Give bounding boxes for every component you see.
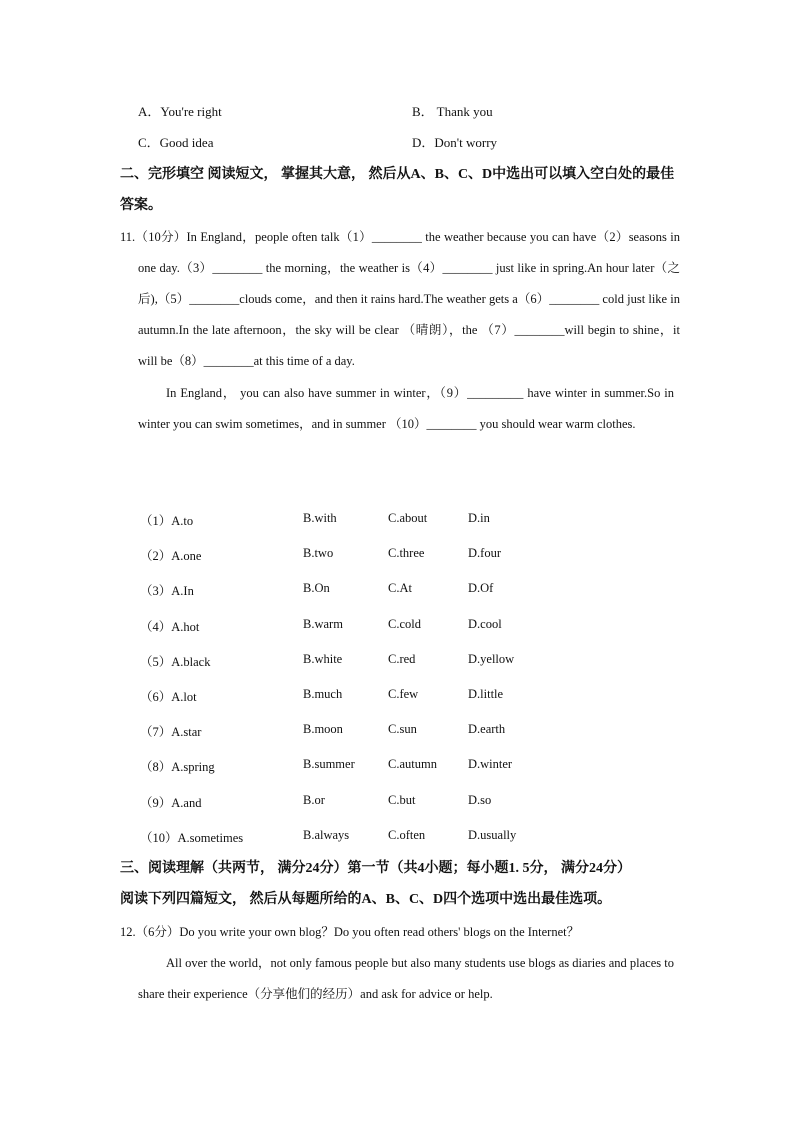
option-b: B.summer	[303, 757, 355, 772]
option-row	[0, 546, 794, 566]
option-row	[0, 793, 794, 813]
option-d: D.in	[468, 511, 490, 525]
option-c: C.few	[388, 687, 419, 701]
option-row	[0, 828, 794, 848]
option-row	[0, 652, 794, 672]
prev-option-c: C．Good idea	[138, 135, 214, 150]
option-number-a: （3）A.In	[140, 584, 194, 599]
question-12-paragraph: All over the world，not only famous people but also many students use blogs as diaries and places to share their experience（分享他们的经历）and ask for advice or help.	[138, 956, 674, 1001]
option-row	[0, 722, 794, 742]
option-row	[0, 687, 794, 707]
option-number-a: （2）A.one	[140, 549, 202, 564]
option-d: D.usually	[468, 827, 517, 842]
option-number-a: （8）A.spring	[140, 760, 215, 775]
option-c: C.three	[388, 546, 425, 561]
option-b: B.with	[303, 511, 337, 525]
section-2-heading: 二、完形填空 阅读短文， 掌握其大意， 然后从A、B、C、D中选出可以填入空白处的最佳答案。	[120, 167, 675, 213]
option-d: D.yellow	[468, 651, 515, 666]
option-b: B.On	[303, 581, 330, 596]
option-number-a: （6）A.lot	[140, 690, 197, 704]
option-c: C.sun	[388, 722, 417, 737]
option-number-a: （4）A.hot	[140, 619, 200, 634]
option-d: D.four	[468, 546, 501, 561]
option-number-a: （10）A.sometimes	[140, 830, 244, 845]
section-3-heading-1: 三、阅读理解（共两节， 满分24分）第一节（共4小题；每小题1. 5分， 满分24分）	[120, 861, 631, 876]
option-b: B.much	[303, 687, 343, 701]
option-c: C.about	[388, 511, 428, 525]
option-number-a: （9）A.and	[140, 795, 202, 810]
option-b: B.always	[303, 827, 350, 842]
option-c: C.often	[388, 827, 426, 842]
option-b: B.or	[303, 792, 325, 807]
option-c: C.autumn	[388, 757, 437, 772]
option-c: C.cold	[388, 616, 421, 631]
prev-option-d: D．Don't worry	[412, 135, 498, 150]
option-c: C.red	[388, 651, 416, 666]
option-row	[0, 581, 794, 601]
question-11-paragraph-2: In England， you can also have summer in winter，（9）_________ have winter in summer.So in winter you can swim sometimes，and in summer （10）________ you should wear warm clothes.	[138, 386, 674, 431]
option-b: B.two	[303, 546, 334, 561]
option-row	[0, 617, 794, 637]
option-d: D.so	[468, 792, 492, 807]
option-d: D.Of	[468, 581, 494, 596]
option-row	[0, 757, 794, 777]
question-12-prompt: 12.（6分）Do you write your own blog？Do you often read others' blogs on the Internet？	[120, 925, 580, 939]
option-c: C.At	[388, 581, 412, 596]
option-number-a: （5）A.black	[140, 654, 211, 669]
option-d: D.cool	[468, 616, 502, 631]
q11-para1-text: 11.（10分）In England，people often talk（1）________ the weather because you can have（2）seasons in one day.（3）________ the morning，the weather is（4）________ just like in spring.An hour later（之后),（5）________clouds come，and then it rains hard.The weather gets a（6）________ cold just like in autumn.In the late afternoon，the sky will be clear （晴朗），the （7）________will begin to shine，it will be（8）________at this time of a day.	[120, 230, 680, 368]
prev-option-b: B． Thank you	[412, 104, 493, 119]
option-d: D.earth	[468, 722, 506, 737]
section-3-heading-2: 阅读下列四篇短文， 然后从每题所给的A、B、C、D四个选项中选出最佳选项。	[120, 892, 612, 907]
option-b: B.warm	[303, 616, 343, 631]
option-d: D.winter	[468, 757, 513, 772]
question-11-paragraph-1	[120, 222, 680, 377]
option-number-a: （7）A.star	[140, 725, 202, 740]
option-c: C.but	[388, 792, 416, 807]
option-b: B.white	[303, 651, 343, 666]
option-b: B.moon	[303, 722, 343, 737]
prev-option-a: A．You're right	[138, 104, 222, 119]
option-number-a: （1）A.to	[140, 514, 194, 528]
option-row	[0, 511, 794, 531]
option-d: D.little	[468, 687, 504, 701]
